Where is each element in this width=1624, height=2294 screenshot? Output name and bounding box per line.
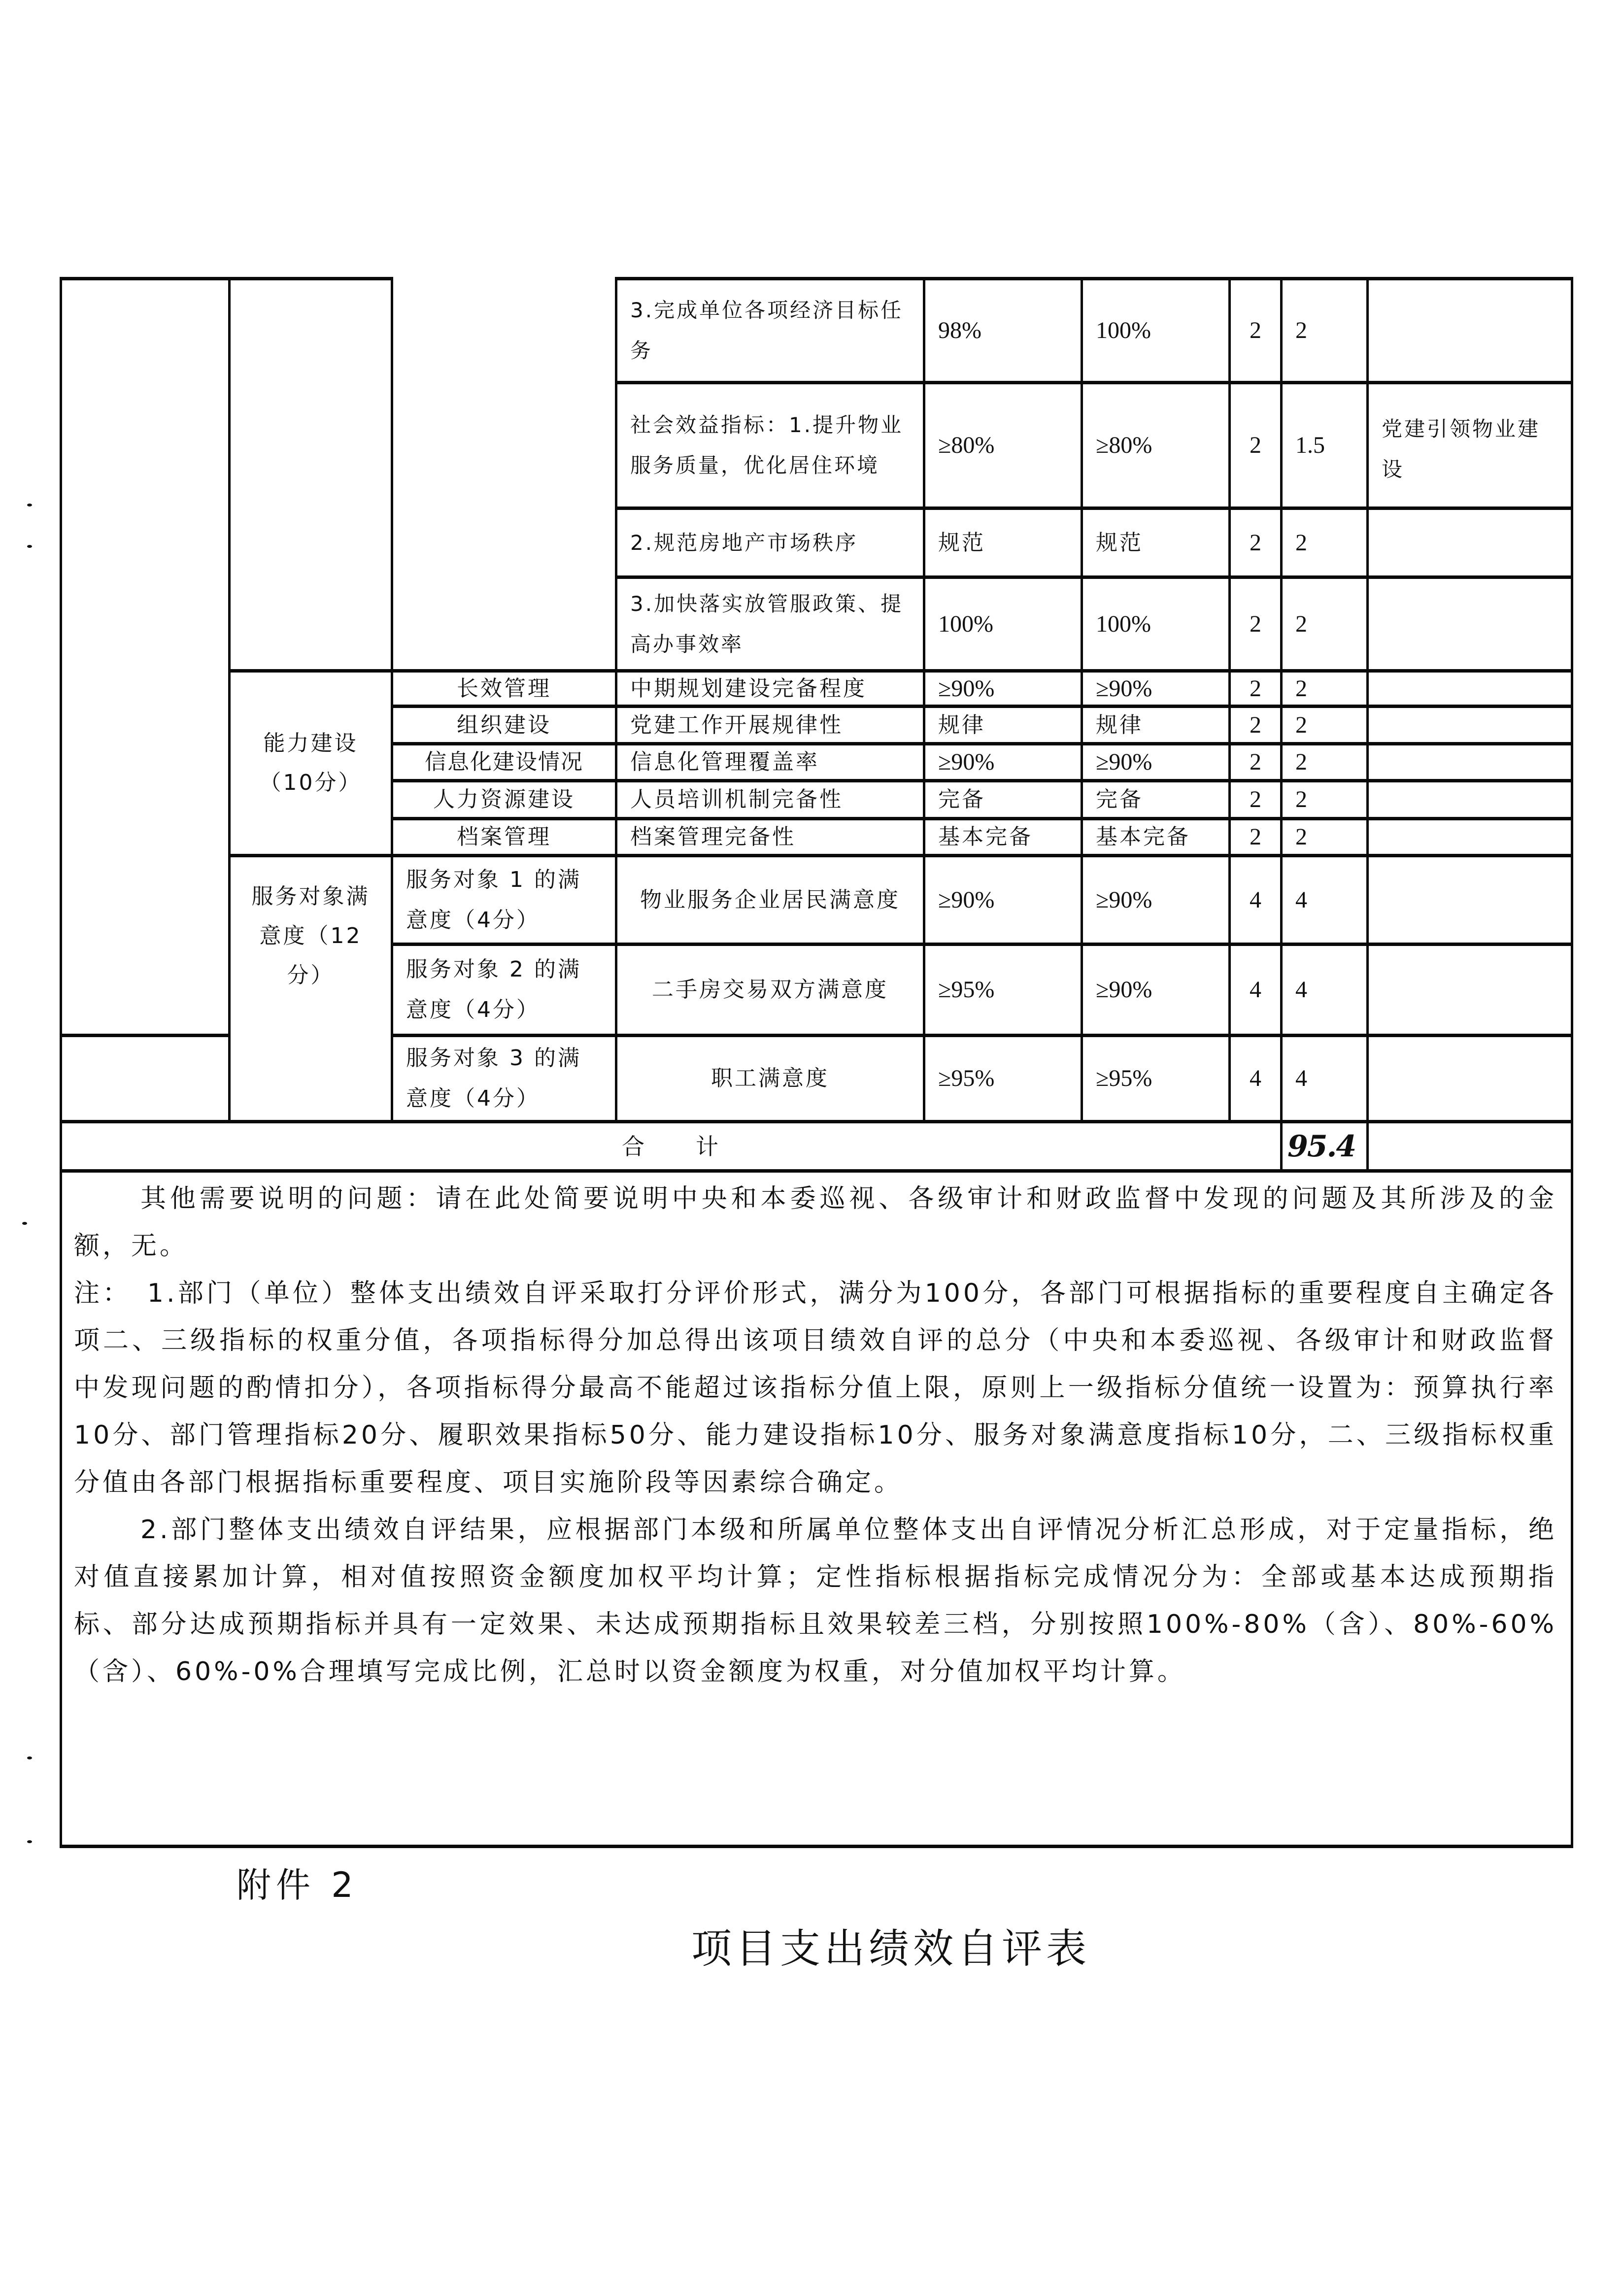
indicator-cell: 3.加快落实放管服政策、提高办事效率 [630,591,904,656]
indicator-cell: 中期规划建设完备程度 [630,675,867,701]
weight-cell: 2 [1250,786,1261,812]
actual-cell: 100% [1096,610,1151,637]
score-cell: 4 [1295,1065,1307,1091]
score-cell: 2 [1295,711,1307,738]
score-cell: 2 [1295,529,1307,556]
score-cell: 4 [1295,886,1307,913]
target-cell: 规范 [938,530,985,555]
target-cell: 100% [938,610,993,637]
weight-cell: 2 [1250,317,1261,343]
satisfaction-category: 服务对象满意度（12分） [251,884,370,988]
next-form-title: 项目支出绩效自评表 [691,1925,1090,1972]
sub-indicator-cell: 信息化建设情况 [425,749,583,775]
indicator-cell: 档案管理完备性 [630,824,796,849]
indicator-cell: 信息化管理覆盖率 [630,749,819,775]
indicator-cell: 人员培训机制完备性 [630,787,843,812]
target-cell: ≥95% [938,1065,995,1091]
actual-cell: ≥90% [1096,675,1152,702]
note-2-text: 2.部门整体支出绩效自评结果，应根据部门本级和所属单位整体支出自评情况分析汇总形成，对于定量指标，绝对值直接累加计算，相对值按照资金额度加权平均计算；定性指标根据指标完成情况分为：全部或基本达成预期指标、部分达成预期指标并具有一定效果、未达成预期指标且效果较差三档，分别按照100%-80%（含）、80%-60%（含）、60%-0%合理填写完成比例，汇总时以资金额度为权重，对分值加权平均计算。 [74,1515,1557,1687]
actual-cell: ≥90% [1096,886,1152,913]
note-1-text: 注： 1.部门（单位）整体支出绩效自评采取打分评价形式，满分为100分，各部门可根据指标的重要程度自主确定各项二、三级指标的权重分值，各项指标得分加总得出该项目绩效自评的总分（中央和本委巡视、各级审计和财政监督中发现问题的酌情扣分），各项指标得分最高不能超过该指标分值上限，原则上一级指标分值统一设置为：预算执行率10分、部门管理指标20分、履职效果指标50分、能力建设指标10分、服务对象满意度指标10分，二、三级指标权重分值由各部门根据指标重要程度、项目实施阶段等因素综合确定。 [74,1279,1557,1497]
actual-cell: 完备 [1096,787,1143,812]
target-cell: 基本完备 [938,824,1033,849]
indicator-cell: 2.规范房地产市场秩序 [630,530,858,555]
score-cell: 4 [1295,977,1307,1003]
remark-cell: 党建引领物业建设 [1382,417,1541,481]
margin-dot [27,545,32,548]
total-score-handwritten: 95.4 [1287,1129,1356,1164]
weight-cell: 2 [1250,675,1261,702]
weight-cell: 2 [1250,749,1261,775]
indicator-cell: 党建工作开展规律性 [630,712,843,738]
target-cell: ≥95% [938,977,995,1003]
weight-cell: 4 [1250,977,1261,1003]
target-cell: ≥90% [938,675,995,702]
sub-indicator-cell: 组织建设 [457,712,551,738]
score-cell: 2 [1295,317,1307,343]
score-cell: 2 [1295,749,1307,775]
score-cell: 2 [1295,786,1307,812]
actual-cell: ≥80% [1096,432,1152,458]
total-label: 合 计 [622,1133,720,1160]
weight-cell: 2 [1250,432,1261,458]
margin-dot [27,1756,32,1759]
score-cell: 2 [1295,610,1307,637]
indicator-cell: 物业服务企业居民满意度 [640,887,900,912]
actual-cell: ≥90% [1096,749,1152,775]
indicator-cell: 二手房交易双方满意度 [652,977,888,1002]
actual-cell: ≥95% [1096,1065,1152,1091]
actual-cell: 规律 [1096,712,1143,738]
margin-dot [27,1840,32,1843]
target-cell: 98% [938,317,981,343]
sub-indicator-cell: 人力资源建设 [433,787,575,812]
score-cell: 2 [1295,675,1307,702]
weight-cell: 2 [1250,529,1261,556]
weight-cell: 2 [1250,824,1261,850]
score-cell: 2 [1295,824,1307,850]
target-cell: ≥90% [938,749,995,775]
target-cell: 规律 [938,712,985,738]
target-cell: 完备 [938,787,985,812]
sub-indicator-cell: 服务对象 2 的满意度（4分） [406,957,581,1022]
indicator-cell: 社会效益指标：1.提升物业服务质量，优化居住环境 [630,413,904,477]
target-cell: ≥80% [938,432,995,458]
actual-cell: 100% [1096,317,1151,343]
sub-indicator-cell: 长效管理 [457,675,551,701]
attachment-label: 附件 2 [237,1865,358,1905]
actual-cell: ≥90% [1096,977,1152,1003]
other-issues-text: 其他需要说明的问题：请在此处简要说明中央和本委巡视、各级审计和财政监督中发现的问题及其所涉及的金额，无。 [74,1184,1557,1261]
sub-indicator-cell: 档案管理 [457,824,551,849]
weight-cell: 4 [1250,886,1261,913]
weight-cell: 2 [1250,610,1261,637]
weight-cell: 4 [1250,1065,1261,1091]
capacity-category: 能力建设（10分） [259,731,362,795]
margin-dot [27,504,32,506]
weight-cell: 2 [1250,711,1261,738]
target-cell: ≥90% [938,886,995,913]
indicator-cell: 3.完成单位各项经济目标任务 [630,298,904,363]
actual-cell: 基本完备 [1096,824,1190,849]
score-cell: 1.5 [1295,432,1325,458]
notes-section [74,1175,1557,1695]
margin-dot [22,1222,27,1225]
actual-cell: 规范 [1096,530,1143,555]
sub-indicator-cell: 服务对象 3 的满意度（4分） [406,1046,581,1111]
sub-indicator-cell: 服务对象 1 的满意度（4分） [406,867,581,933]
indicator-cell: 职工满意度 [711,1066,829,1091]
